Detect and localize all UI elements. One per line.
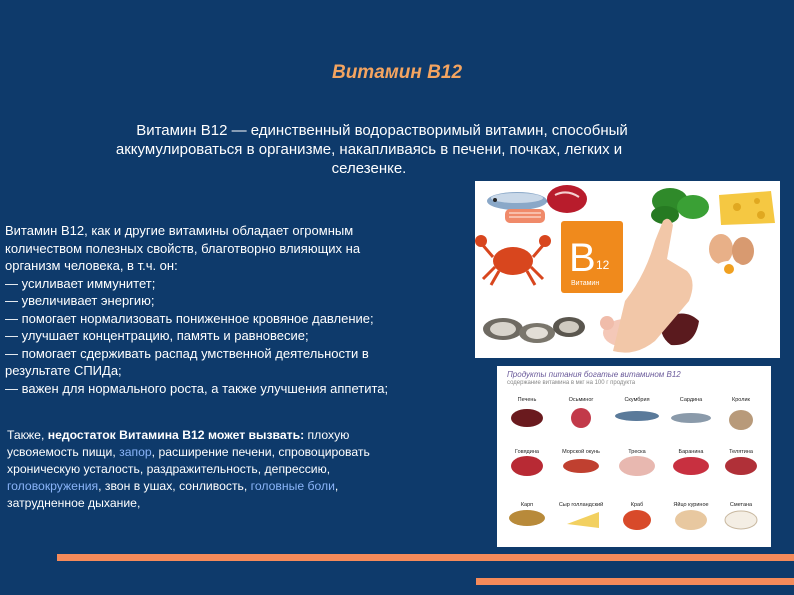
intro-line-1: Витамин В12 — единственный водорастворимый витамин, способный: [136, 122, 628, 139]
eggs-icon: [709, 234, 754, 277]
eggs-food-icon: [675, 510, 707, 530]
deficiency-line-1: [7, 427, 487, 444]
liver-food-icon: [511, 409, 543, 427]
cod-food-icon: [619, 456, 655, 476]
properties-line: — усиливает иммунитет;: [5, 275, 156, 291]
mackerel-food-icon: [615, 411, 659, 421]
chart-cell-label: Морской окунь: [562, 449, 600, 455]
chart-cell-label: Треска: [628, 449, 646, 455]
rabbit-food-icon: [729, 410, 753, 430]
deficiency-line-3: хроническую усталость, раздражительность, депрессию,: [7, 462, 331, 476]
badge-caption: Витамин: [571, 280, 600, 287]
intro-line-2: аккумулироваться в организме, накапливаясь в печени, почках, легких и: [115, 141, 623, 158]
veal-food-icon: [725, 457, 757, 475]
properties-line: количеством полезных свойств, благотворно влияющих на: [5, 240, 361, 256]
slide-title: Витамин В12: [331, 62, 463, 83]
chart-food-illustrations: [497, 366, 771, 547]
sea-bass-food-icon: [563, 459, 599, 473]
deficiency-line-4: [7, 478, 487, 495]
properties-line: — важен для нормального роста, а также улучшения аппетита;: [5, 380, 389, 396]
badge-letter: B: [569, 236, 596, 280]
deficiency-text: усвояемость пищи,: [7, 445, 120, 459]
b12-food-sources-chart: [497, 366, 771, 547]
chart-cell-label: Карп: [520, 502, 534, 508]
properties-line: Витамин B12, как и другие витамины обладает огромным: [5, 223, 354, 238]
cheese-icon: [719, 191, 775, 225]
chart-cell-label: Говядина: [515, 449, 539, 455]
chart-cell-label: Сметана: [729, 502, 753, 508]
deficiency-heading: недостаток Витамина В12 может вызвать:: [47, 428, 305, 442]
properties-line: — помогает сдерживать распад умственной деятельности в: [5, 345, 369, 361]
steak-icon: [547, 185, 587, 213]
chart-title-line-1: Продукты питания богатые витамином В12: [507, 370, 681, 379]
accent-bar-bottom: [476, 578, 794, 585]
headaches-link[interactable]: головные боли: [250, 479, 335, 493]
deficiency-text: , звон в ушах, сонливость,: [98, 479, 251, 493]
chart-title-line-2: содержание витамина в мкг на 100 г продукта: [507, 380, 636, 386]
deficiency-text: , расширение печени, спровоцировать: [151, 445, 370, 459]
crab-food-icon: [623, 510, 651, 530]
chart-cell-label: Сыр голландский: [558, 502, 604, 508]
beef-food-icon: [511, 456, 543, 476]
oysters-icon: [483, 317, 585, 343]
chart-cell-label: Кролик: [732, 397, 750, 403]
chart-cell-label: Телятина: [729, 449, 753, 455]
properties-line: организм человека, в т.ч. он:: [5, 258, 178, 273]
chart-cell-label: Скумбрия: [624, 397, 650, 403]
vitamin-b12-foods-photo: [475, 181, 780, 358]
properties-line: — увеличивает энергию;: [5, 293, 155, 308]
chart-cell-label: Краб: [630, 502, 644, 508]
carp-food-icon: [509, 510, 545, 526]
intro-line-3: селезенке.: [331, 160, 407, 177]
accent-bar-top: [57, 554, 794, 561]
properties-list: [5, 222, 485, 397]
salmon-icon: [505, 209, 545, 223]
deficiency-line-5: затрудненное дыхание,: [7, 496, 141, 510]
chart-cell-label: Осьминог: [568, 397, 594, 403]
dizziness-link[interactable]: головокружения: [7, 479, 99, 493]
deficiency-prefix: Также,: [7, 428, 48, 442]
deficiency-text: ,: [334, 479, 339, 493]
chart-cell-label: Печень: [517, 397, 537, 403]
deficiency-text: плохую: [304, 428, 350, 442]
b12-badge-icon: [561, 221, 623, 293]
chart-cell-label: Сардина: [679, 397, 703, 403]
lamb-food-icon: [673, 457, 709, 475]
octopus-food-icon: [571, 408, 591, 428]
badge-number: 12: [596, 258, 610, 272]
properties-line: — помогает нормализовать пониженное кровяное давление;: [5, 310, 374, 326]
sardine-food-icon: [671, 413, 711, 423]
deficiency-paragraph: [7, 427, 487, 512]
crab-icon: [475, 235, 551, 285]
constipation-link[interactable]: запор: [119, 445, 152, 459]
sour-cream-food-icon: [725, 511, 757, 529]
chart-cell-label: Яйцо куриное: [673, 502, 709, 508]
chart-cell-label: Баранина: [678, 449, 704, 455]
foods-illustration: [475, 181, 780, 358]
spinach-icon: [651, 188, 709, 224]
intro-paragraph: [56, 121, 682, 178]
properties-line: результате СПИДа;: [5, 363, 122, 378]
properties-line: — улучшает концентрацию, память и равновесие;: [5, 328, 309, 343]
cheese-food-icon: [567, 512, 599, 528]
deficiency-line-2: [7, 444, 487, 461]
